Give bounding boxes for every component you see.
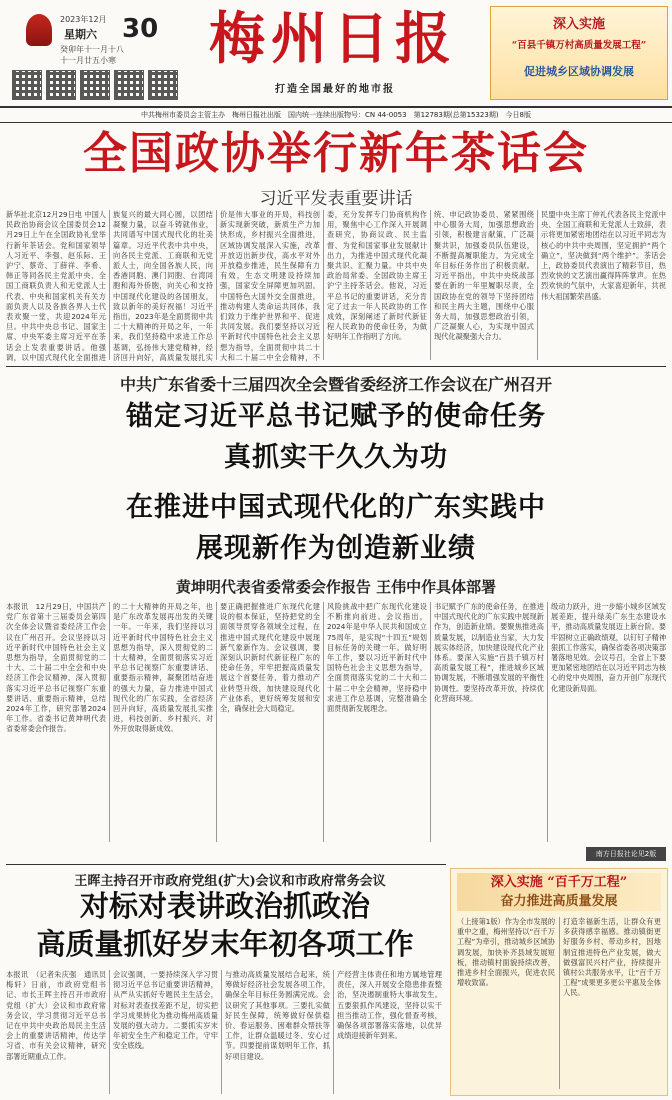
third-column: 与推动高质量发展结合起来，统筹做好经济社会发展各项工作，确保全年目标任务圆满完成。会议研究了其他事项。三要扎实做好民生保障，统筹做好保供稳价、春运服务、困难群众帮扶等工作，让群众温暖过冬、安心过节。四要提前谋划明年工作，抓好项目建设。 — [225, 970, 330, 1061]
second-headline-line[interactable]: 锚定习近平总书记赋予的使命任务 — [126, 401, 546, 432]
qr-code-icon — [148, 70, 178, 100]
sidebar-feature[interactable] — [450, 868, 668, 1096]
paper-slogan: 打造全国最好的地市报 — [275, 84, 395, 95]
lunar-line-1: 癸卯年十一月十八 — [60, 45, 124, 54]
editorial-reference-caption[interactable]: 南方日报社论见2版 — [586, 847, 666, 861]
lead-column: 新华社北京12月29日电 中国人民政治协商会议全国委员会12月29日上午在全国政协礼堂举行新年茶话会。党和国家领导人习近平、李强、赵乐际、王沪宁、蔡奇、丁薛祥、李希、韩正等同各民主党派中央、全国工商联负责人和无党派人士代表、中央和国家机关有关方面负责人以及各族各界人士代表欢聚一堂，共迎2024年元旦。中共中央总书记、国家主席、中央军委主席习近平在茶话会上发表重要讲话。他强调，以中国式现代化全面推进 — [6, 210, 106, 362]
sidebar-kicker: 深入实施 “百千万工程” — [490, 875, 628, 890]
third-headline-line[interactable]: 高质量抓好岁末年初各项工作 — [36, 927, 414, 961]
lead-column: 委，充分发挥专门协商机构作用，聚焦中心工作深入开展调查研究，协商议政、民主监督、为党和国家事业发展献计出力，为推进中国式现代化凝聚共识、汇聚力量。中共中央政治局常委、全国政协主席王沪宁主持茶话会。他说，习近平总书记的重要讲话，充分肯定了过去一年人民政协的工作成效，深刻阐述了新时代新征程人民政协的使命任务，为做好明年工作指明了方向。 — [327, 210, 427, 342]
promo-banner[interactable] — [490, 6, 668, 100]
lead-column: 统、申记政协委员、紧紧围绕中心服务大局，加强思想政治引领，积极建言献策，广泛凝聚共识，加强委员队伍建设，不断提高履职能力，为完成全年目标任务作出了积极贡献。习近平指出，中共中央统战部要在新的一年里履职尽责，全国政协在党的领导下坚持团结和民主两大主题，围绕中心服务大局，加强思想政治引领，广泛凝聚人心，为实现中国式现代化凝聚强大合力。 — [434, 210, 534, 342]
qr-code-icon — [12, 70, 42, 100]
publication-info-line: 中共梅州市委员会主管主办 梅州日报社出版 国内统一连续出版物号：CN 44-0053 第12783期(总第15323期) 今日8版 — [0, 106, 672, 123]
column-divider — [430, 210, 431, 360]
column-divider — [216, 210, 217, 360]
section-divider — [6, 366, 666, 367]
second-column: 本报讯 12月29日，中国共产党广东省第十三届委员会第四次全体会议暨省委经济工作会议在广州召开。会议坚持以习近平新时代中国特色社会主义思想为指导，全面贯彻党的二十大、二十届二中全会和中央经济工作会议精神，深入贯彻落实习近平总书记视察广东重要讲话、重要指示精神，总结2024年工作，研究部署2024年工作。省委书记黄坤明代表省委常委会作报告。 — [6, 602, 106, 734]
column-divider — [430, 602, 431, 842]
masthead — [0, 0, 672, 120]
second-headline-line[interactable]: 在推进中国式现代化的广东实践中 — [126, 492, 546, 523]
second-column: 风险挑战中把广东现代化建设不断推向前进。会议指出，2024年是中华人民共和国成立75周年，是实现“十四五”规划目标任务的关键一年。做好明年工作，要以习近平新时代中国特色社会主义思想为指导，全面贯彻落实党的二十大和二十届二中全会精神，坚持稳中求进工作总基调，完整准确全面贯彻新发展理念。 — [327, 602, 427, 714]
third-column: 产经营主体责任和地方属地管理责任，深入开展安全隐患排查整治，坚决遏制重特大事故发生。五要狠抓作风建设，坚持以实干担当推动工作，强化督查考核，确保各项部署落实落地，以优异成绩迎接新年到来。 — [337, 970, 442, 1041]
qr-code-icon — [114, 70, 144, 100]
column-divider — [537, 210, 538, 360]
qr-code-icon — [80, 70, 110, 100]
lead-subhead: 习近平发表重要讲话 — [259, 189, 413, 209]
lunar-line-2: 十一月廿五小寒 — [60, 56, 116, 65]
promo-title: “百县千镇万村高质量发展工程” — [511, 40, 647, 51]
promo-kicker: 深入实施 — [552, 17, 605, 32]
sidebar-title-block — [457, 873, 661, 911]
section-divider — [6, 864, 446, 865]
column-divider — [547, 602, 548, 842]
third-column: 本报讯 （记者朱庆强 通讯员梅轩）日前，市政府党组书记、市长王晖主持召开市政府党组（扩大）会议和市政府常务会议，学习贯彻习近平总书记在中共中央政治局民主生活会上的重要讲话精神，传达学习省、市有关会议精神，研究部署近期重点工作。 — [6, 970, 106, 1061]
column-divider — [221, 970, 222, 1094]
weekday: 星期六 — [64, 28, 97, 41]
second-column: 要正确把握推进广东现代化建设的根本保证，坚持把党的全面领导贯穿各领域全过程，在推进中国式现代化建设中展现新气象新作为。会议强调，要深刻认识新时代新征程广东的使命任务，牢牢把握高质量发展这个首要任务，着力推动产业转型升级，加快建设现代化产业体系，更好统筹发展和安全，确保社会大局稳定。 — [220, 602, 320, 714]
qr-code-icon — [46, 70, 76, 100]
second-column: 的二十大精神的开局之年，也是广东改革发展再出发的关键一年。一年来，我们坚持以习近平新时代中国特色社会主义思想为指导，深入贯彻党的二十大精神，全面贯彻落实习近平总书记视察广东重要讲话、重要指示精神，凝聚团结奋进的强大力量，奋力推进中国式现代化的广东实践，全省经济回升向好，高质量发展扎实推进，科技创新、乡村振兴、对外开放取得新成效。 — [113, 602, 213, 734]
sidebar-column: 打造幸福新生活，让群众有更多获得感幸福感。推动镇街更好服务乡村、带动乡村，因地制宜推进特色产业发展，做大做强富民兴村产业，持续提升镇村公共服务水平，让“百千万工程”成果更多更公平惠及全体人民。 — [563, 917, 661, 998]
second-column: 书记赋予广东的使命任务，在推进中国式现代化的广东实践中展现新作为，创造新业绩。要聚焦推进高质量发展，以制造业当家，大力发展实体经济，加快建设现代化产业体系。要深入实施“百县千镇万村高质量发展工程”，推进城乡区域协调发展，不断增强发展的平衡性协调性。要坚持改革开放，持续优化营商环境。 — [434, 602, 544, 703]
second-subhead: 黄坤明代表省委常委会作报告 王伟中作具体部署 — [175, 578, 497, 596]
lead-column: 族复兴的最大同心圆，以团结凝聚力量，以奋斗铸就伟业，共同谱写中国式现代化的壮美篇章。习近平代表中共中央，向各民主党派、工商联和无党派人士，向全国各族人民，向香港同胞、澳门同胞、台湾同胞和海外侨胞，向关心和支持中国现代化建设的各国朋友，致以新年的美好祝福！习近平指出，2023年是全面贯彻中共二十大精神的开局之年，一年来，我们坚持稳中求进工作总基调，弘扬伟大建党精神，经济回升向好，高质量发展扎实 — [113, 210, 213, 362]
promo-subtitle: 促进城乡区域协调发展 — [524, 65, 634, 78]
second-headline-line[interactable]: 展现新作为创造新业绩 — [196, 533, 476, 564]
paper-name: 梅州日报 — [209, 6, 457, 72]
column-divider — [333, 970, 334, 1094]
column-divider — [109, 602, 110, 842]
column-divider — [323, 602, 324, 842]
second-kicker: 中共广东省委十三届四次全会暨省委经济工作会议在广州召开 — [119, 375, 552, 394]
column-divider — [109, 210, 110, 360]
sidebar-column: （上接第1版）作为全市发展的重中之重，梅州坚持以“百千万工程”为牵引，推动城乡区域协调发展，加快补齐县域发展短板，推动镇村面貌持续改善，推进乡村全面振兴，促进农民增收致富。 — [457, 917, 555, 988]
issue-day: 30 — [122, 14, 159, 44]
third-column: 会议强调，一要持续深入学习贯彻习近平总书记重要讲话精神，从严从实抓好专题民主生活会，对标对表查找差距不足，切实把学习成果转化为推动梅州高质量发展的强大动力。二要抓实岁末年初安全生产和稳定工作，守牢安全底线。 — [113, 970, 218, 1051]
lead-headline[interactable]: 全国政协举行新年茶话会 — [83, 128, 589, 179]
lead-column: 价是伟大事业的开局，科技创新实现新突破，新质生产力加快形成，乡村振兴全面推进，区域协调发展深入实施，改革开放迈出新步伐，高水平对外开放稳步推进，民生保障有力有效，生态文明建设持续加强，国家安全屏障更加巩固。中国特色大国外交全面推进，推动构建人类命运共同体，我们致力于维护世界和平、促进共同发展。我们要坚持以习近平新时代中国特色社会主义思想为指导，全面贯彻中共二十大和二十届二中全会精神，不 — [220, 210, 320, 362]
sidebar-title: 奋力推进高质量发展 — [500, 894, 618, 909]
date-line: 2023年12月 — [60, 15, 107, 24]
column-divider — [559, 917, 560, 1089]
column-divider — [216, 602, 217, 842]
second-headline-line[interactable]: 真抓实干久久为功 — [224, 442, 448, 473]
third-kicker: 王晖主持召开市政府党组(扩大)会议和市政府常务会议 — [74, 874, 386, 889]
third-headline-line[interactable]: 对标对表讲政治抓政治 — [79, 889, 370, 923]
second-column: 级动力跃升，进一步缩小城乡区域发展差距，提升绿美广东生态建设水平，推动高质量发展迈上新台阶。要牢固树立正确政绩观，以钉钉子精神狠抓工作落实，确保省委各项决策部署落地见效。会议号召，全省上下要更加紧密地团结在以习近平同志为核心的党中央周围，奋力开创广东现代化建设新局面。 — [551, 602, 666, 693]
lead-column: 民盟中央主席丁仲礼代表各民主党派中央、全国工商联和无党派人士致辞，表示将更加紧密地团结在以习近平同志为核心的中共中央周围，坚定拥护“两个确立”，坚决做到“两个维护”。茶话会上，政协委员代表演出了精彩节目，热烈欢快的文艺演出赢得阵阵掌声。在热烈欢快的气氛中，大家喜迎新年，共祝伟大祖国繁荣昌盛。 — [541, 210, 666, 301]
newspaper-emblem-icon — [26, 14, 52, 46]
column-divider — [323, 210, 324, 360]
column-divider — [109, 970, 110, 1094]
